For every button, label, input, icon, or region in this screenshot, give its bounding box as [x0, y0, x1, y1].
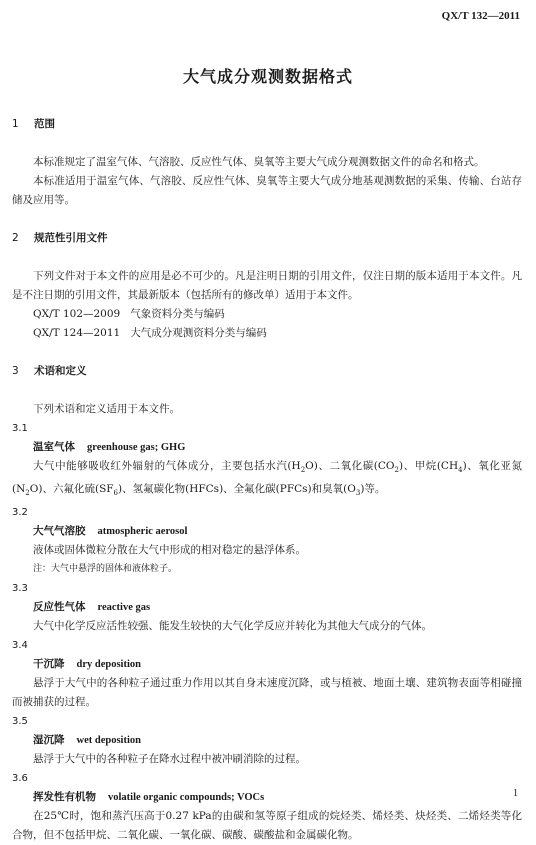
paragraph: 本标准规定了温室气体、气溶胶、反应性气体、臭氧等主要大气成分观测数据文件的命名和格式。 [33, 156, 485, 168]
section-heading: 3 术语和定义 [12, 365, 87, 377]
term-definition: 大气中能够吸收红外辐射的气体成分，主要包括水汽$(H_2O)$、二氧化碳$(CO_2)$、甲烷$(CH_4)$、氧化亚氮$(N_2O)$、六氟化硫$(SF_6)$、氢氟碳化物(HFCs)、全氟化碳(PFCs)和臭氧$(O_3)$等。 [12, 460, 522, 498]
term-definition: 悬浮于大气中的各种粒子通过重力作用以其自身末速度沉降，或与植被、地面土壤、建筑物表面等相碰撞而被捕获的过程。 [12, 677, 522, 709]
term-number: 3.5 [12, 716, 28, 728]
document-body [12, 115, 522, 845]
term-title: 湿沉降 wet deposition [33, 734, 141, 747]
term-title: 反应性气体 reactive gas [33, 601, 151, 614]
paragraph: 下列文件对于本文件的应用是必不可少的。凡是注明日期的引用文件，仅注日期的版本适用于本文件。凡是不注日期的引用文件，其最新版本（包括所有的修改单）适用于本文件。 [12, 270, 522, 301]
reference-item: QX/T 124—2011 大气成分观测资料分类与编码 [33, 327, 267, 339]
page-number: 1 [513, 788, 518, 799]
reference-item: QX/T 102—2009 气象资料分类与编码 [33, 308, 225, 320]
term-title: 干沉降 dry deposition [33, 658, 141, 671]
term-number: 3.1 [12, 423, 28, 434]
term-number: 3.2 [12, 507, 28, 519]
term-title: 大气气溶胶 atmospheric aerosol [33, 525, 188, 538]
term-title: 挥发性有机物 volatile organic compounds; VOCs [33, 791, 265, 804]
section-heading: 1 范围 [12, 118, 55, 130]
term-definition: 液体或固体微粒分散在大气中形成的相对稳定的悬浮体系。 [33, 544, 306, 557]
paragraph: 下列术语和定义适用于本文件。 [33, 403, 180, 415]
paragraph: 本标准适用于温室气体、气溶胶、反应性气体、臭氧等主要大气成分地基观测数据的采集、传输、台站存储及应用等。 [12, 175, 522, 206]
term-number: 3.3 [12, 583, 28, 595]
term-number: 3.6 [12, 773, 28, 785]
section-heading: 2 规范性引用文件 [12, 232, 108, 244]
term-definition: 悬浮于大气中的各种粒子在降水过程中被冲刷消除的过程。 [33, 753, 306, 766]
term-definition: 大气中化学反应活性较强、能发生较快的大气化学反应并转化为其他大气成分的气体。 [33, 620, 432, 633]
term-title: 温室气体 greenhouse gas; GHG [33, 441, 186, 453]
term-note: 注：大气中悬浮的固体和液体粒子。 [33, 564, 178, 575]
standard-code: QX/T 132—2011 [441, 10, 520, 22]
term-number: 3.4 [12, 640, 28, 652]
term-definition: 在25℃时，饱和蒸汽压高于0.27 kPa的由碳和氢等原子组成的烷烃类、烯烃类、炔烃类、二烯烃类等化合物，但不包括甲烷、二氧化碳、一氧化碳、碳酸、碳酸盐和金属碳化物。 [12, 810, 522, 842]
document-title: 大气成分观测数据格式 [182, 67, 353, 86]
